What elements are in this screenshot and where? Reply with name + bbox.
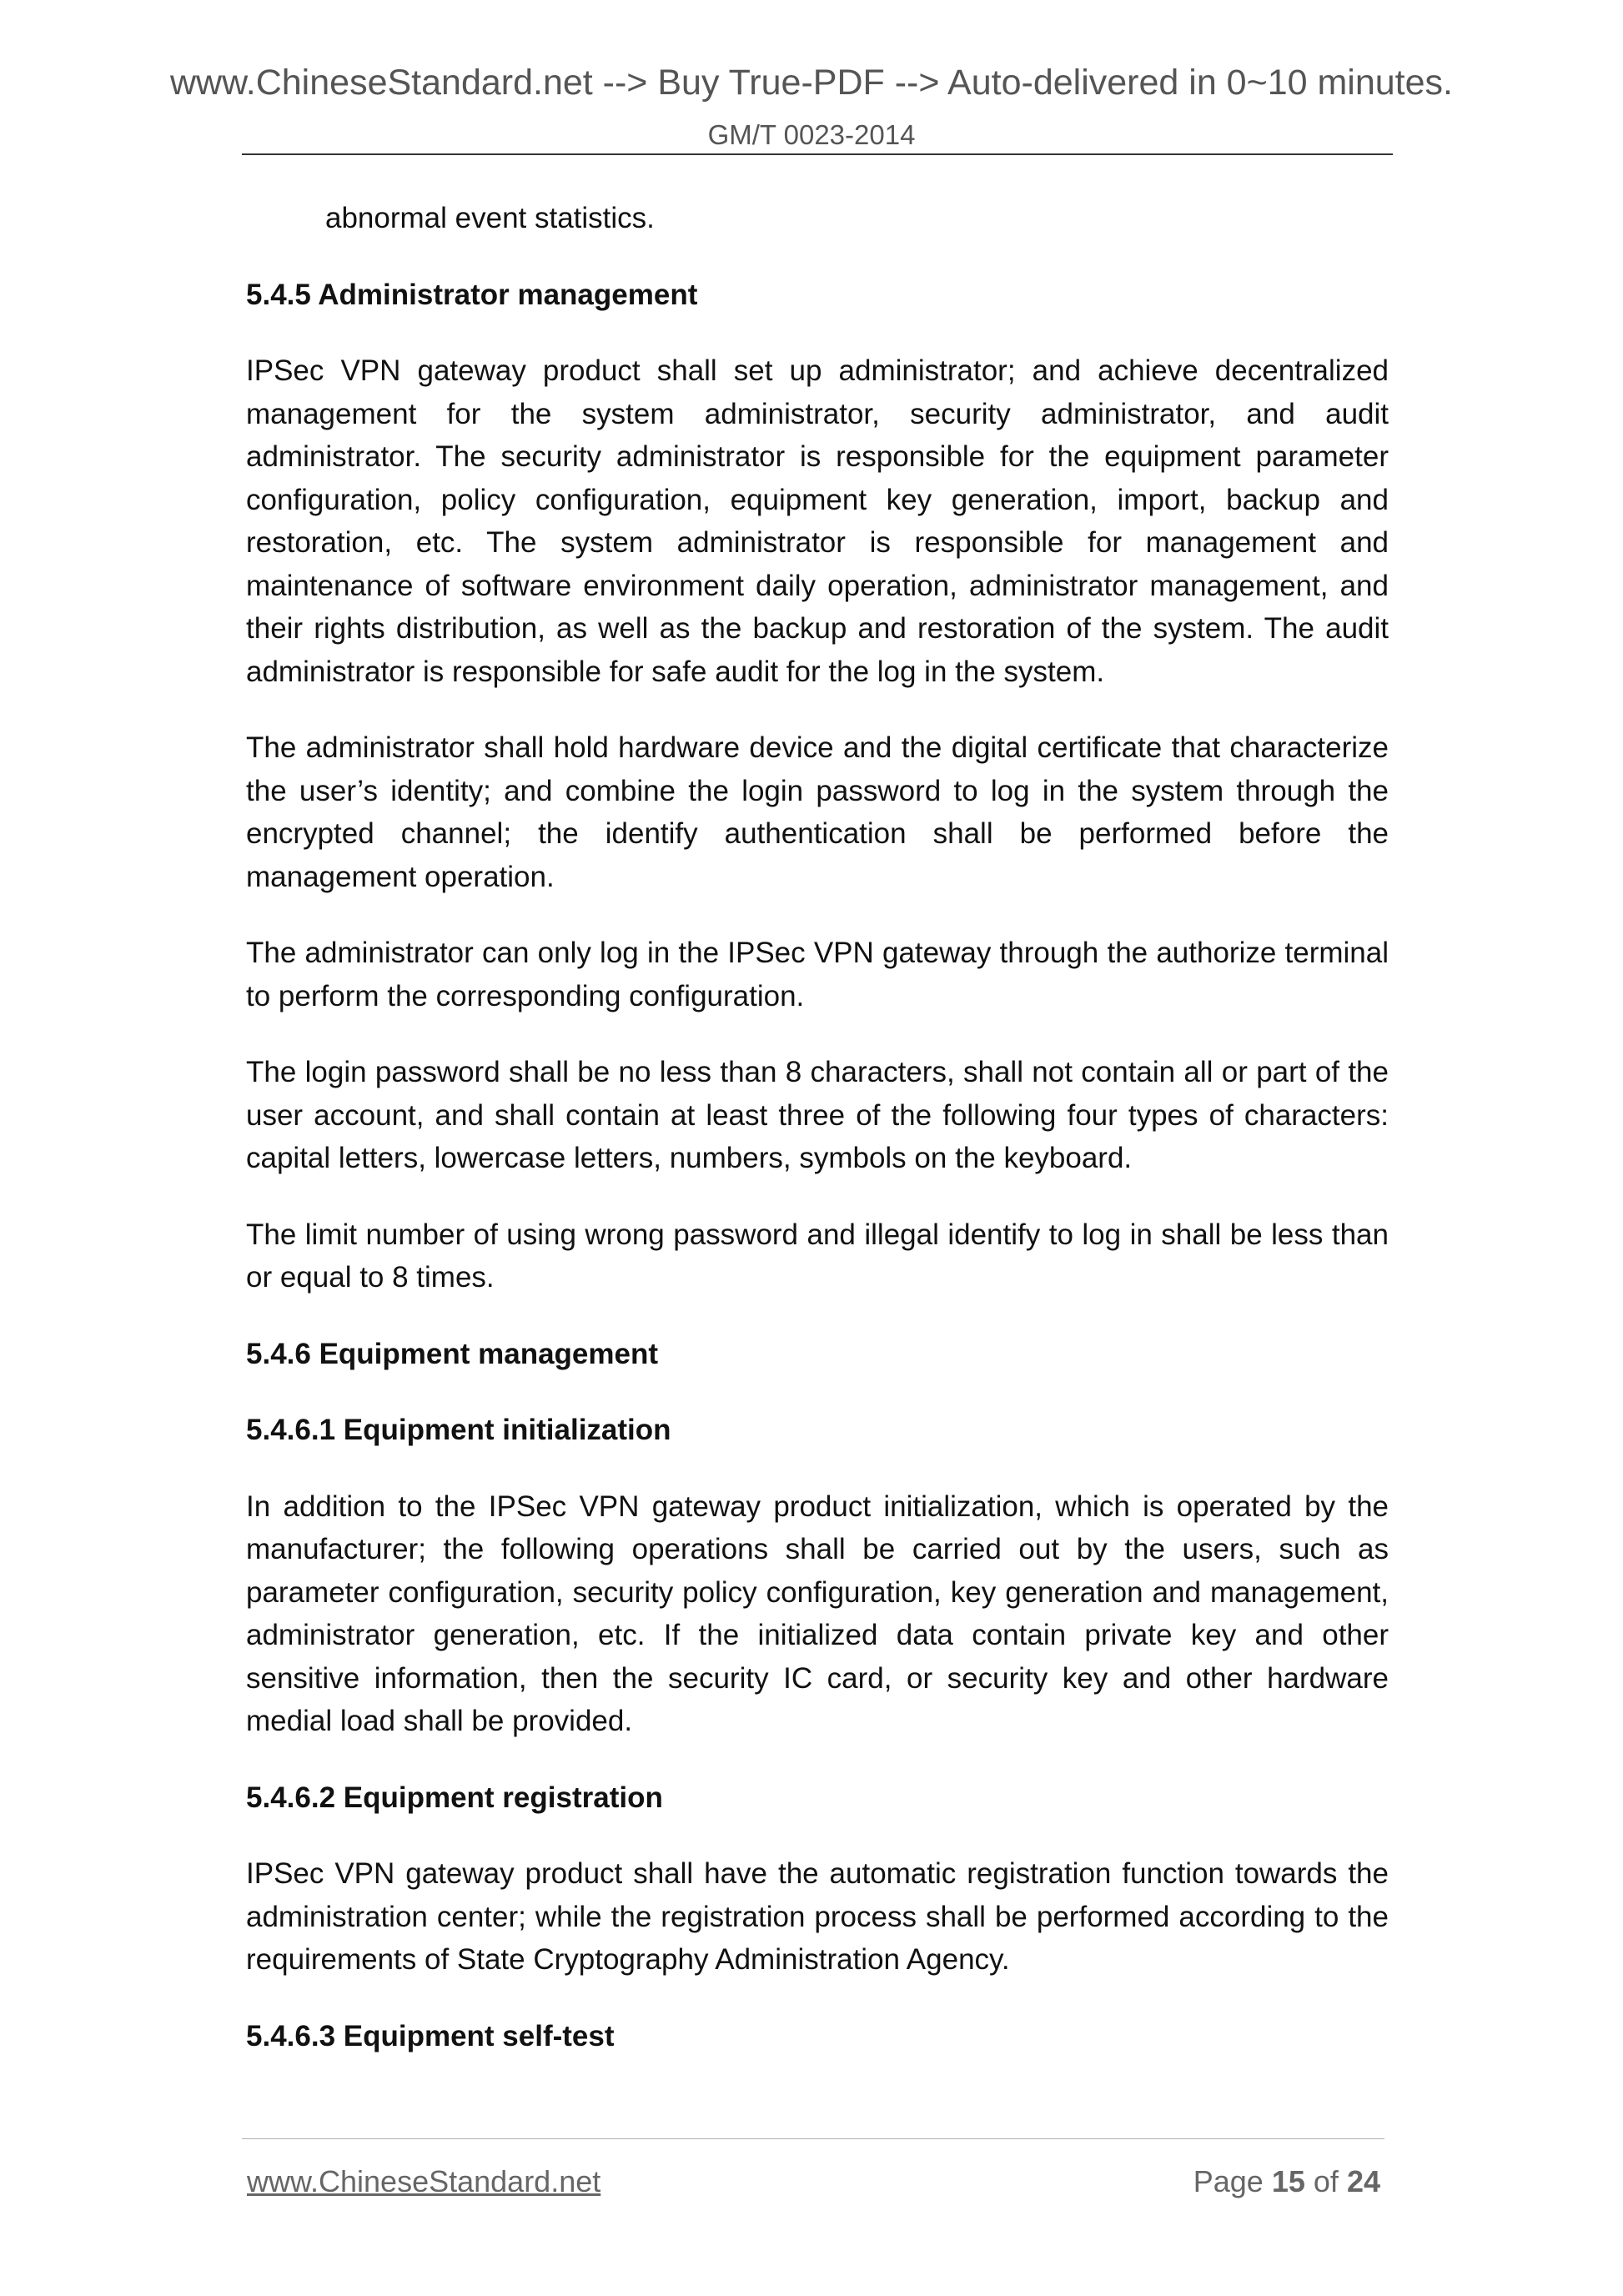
paragraph: The administrator shall hold hardware device and the digital certificate that characterize the user’s identity; and combine the login password to log in the system through the encrypted channel; the identify authentication shall be performed before the management operation. <box>246 731 1389 893</box>
section-heading-5-4-5: 5.4.5 Administrator management <box>246 278 698 311</box>
page-content <box>246 197 1389 2091</box>
section-heading-5-4-6: 5.4.6 Equipment management <box>246 1337 659 1370</box>
paragraph: The login password shall be no less than 8 characters, shall not contain all or part of the user account, and shall contain at least three of the following four types of characters: capital letters, lowercase letters, numbers, symbols on the keyboard. <box>246 1056 1389 1174</box>
header-banner: www.ChineseStandard.net --> Buy True-PDF --> Auto-delivered in 0~10 minutes. <box>169 63 1453 103</box>
paragraph: IPSec VPN gateway product shall set up administrator; and achieve decentralized management for the system administrator, security administrator, and audit administrator. The security administrator is responsible for the equipment parameter configuration, policy configuration, equipment key generation, import, backup and restoration, etc. The system administrator is responsible for management and maintenance of software environment daily operation, administrator management, and their rights distribution, as well as the backup and restoration of the system. The audit administrator is responsible for safe audit for the log in the system. <box>246 354 1389 688</box>
page-label: Page <box>1193 2164 1264 2198</box>
paragraph: In addition to the IPSec VPN gateway product initialization, which is operated by the manufacturer; the following operations shall be carried out by the users, such as parameter configuration, security policy configuration, key generation and management, administrator generation, etc. If the initialized data contain private key and other sensitive information, then the security IC card, or security key and other hardware medial load shall be provided. <box>246 1490 1389 1737</box>
footer-divider <box>242 2138 1384 2139</box>
document-number: GM/T 0023-2014 <box>707 119 916 150</box>
section-heading-5-4-6-2: 5.4.6.2 Equipment registration <box>246 1781 663 1814</box>
page-current: 15 <box>1271 2164 1305 2198</box>
paragraph: IPSec VPN gateway product shall have the automatic registration function towards the administration center; while the registration process shall be performed according to the requirements of State Cryptography Administration Agency. <box>246 1857 1389 1976</box>
paragraph: The limit number of using wrong password and illegal identify to log in shall be less than or equal to 8 times. <box>246 1218 1389 1294</box>
footer-site-link[interactable]: www.ChineseStandard.net <box>247 2164 601 2198</box>
header-divider <box>242 153 1393 155</box>
page-of: of <box>1313 2164 1339 2198</box>
page-number <box>1084 2164 1380 2198</box>
section-heading-5-4-6-1: 5.4.6.1 Equipment initialization <box>246 1414 671 1446</box>
paragraph: The administrator can only log in the IPSec VPN gateway through the authorize terminal to perform the corresponding configuration. <box>246 937 1389 1012</box>
paragraph-continuation: abnormal event statistics. <box>325 202 655 234</box>
page-total: 24 <box>1346 2164 1380 2198</box>
section-heading-5-4-6-3: 5.4.6.3 Equipment self-test <box>246 2019 615 2052</box>
